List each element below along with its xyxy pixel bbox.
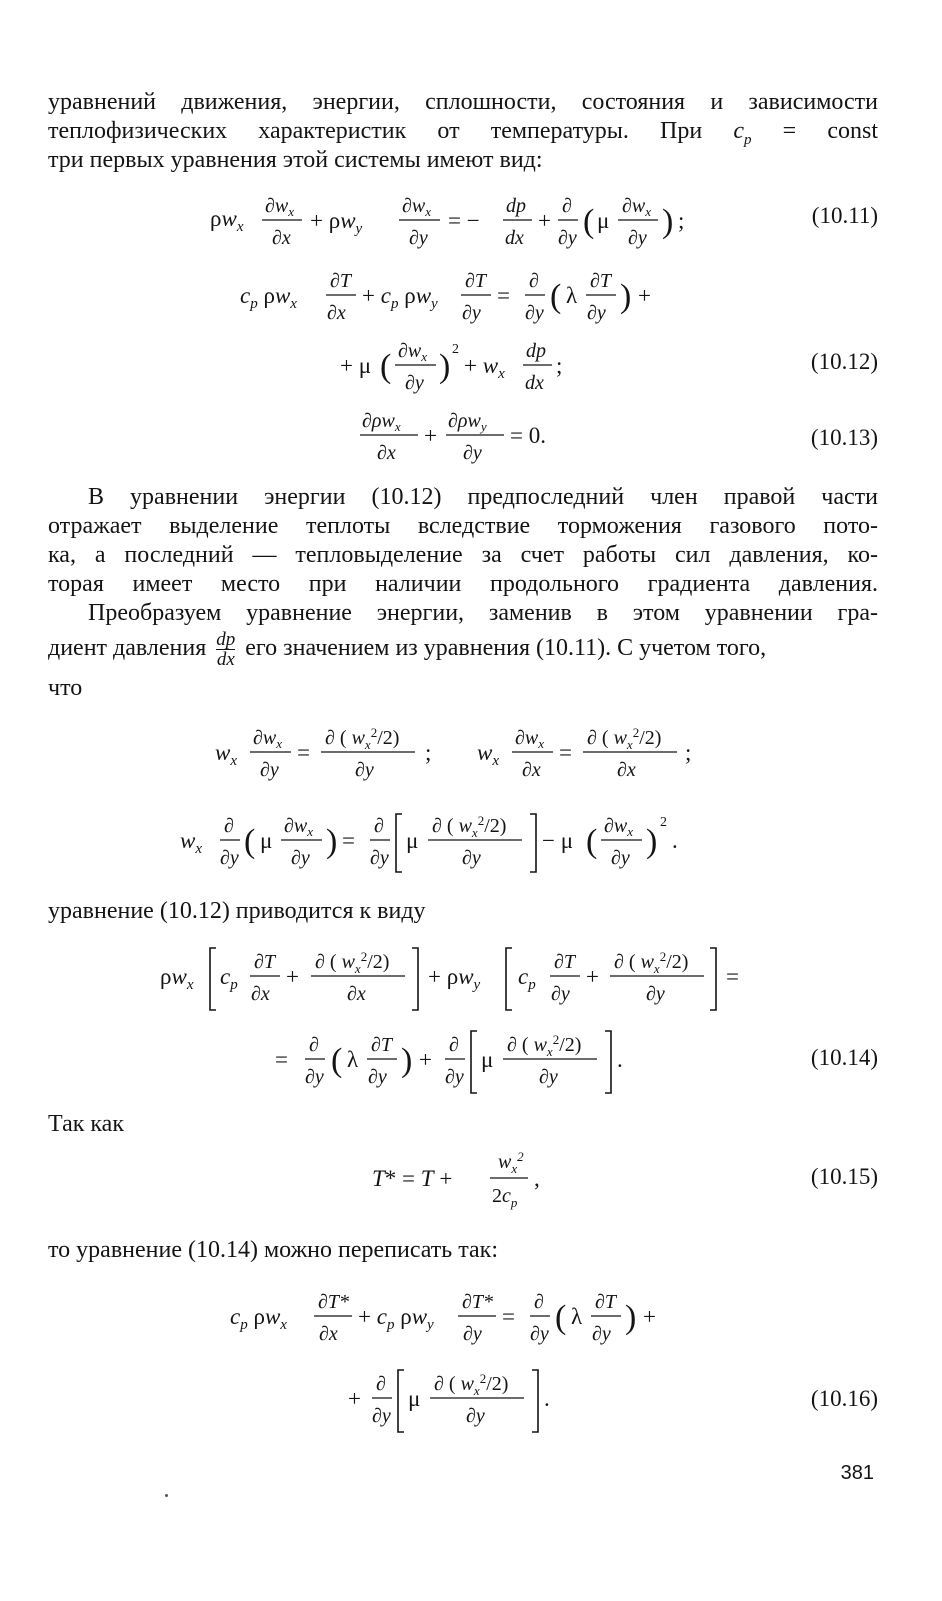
- svg-text:∂: ∂: [529, 270, 539, 292]
- svg-text:∂wx: $\partial w_x$: [402, 195, 432, 219]
- svg-text:μ: μ: [481, 1047, 494, 1072]
- svg-text:∂: ∂: [374, 815, 384, 837]
- paragraph-transform-line3: что: [48, 675, 83, 701]
- svg-text:2cp: $2c_p$: [492, 1185, 518, 1210]
- paragraph-intro-line1: уравнений движения, энергии, сплошности, состояния и зависимости: [48, 89, 878, 115]
- svg-text:∂: ∂: [309, 1034, 319, 1056]
- svg-text:wx: $w_x$: [477, 740, 500, 769]
- svg-text:T* = T +: T* = T +: [372, 1166, 453, 1191]
- svg-text:;: ;: [425, 740, 432, 765]
- svg-text:∂T: ∂T: [371, 1034, 393, 1056]
- equation-10-13: [360, 405, 580, 473]
- svg-text:∂y: ∂y: [587, 302, 606, 324]
- svg-text:∂y: ∂y: [355, 759, 374, 781]
- svg-text:cp: $c_p$: [518, 964, 536, 993]
- svg-text:∂y: ∂y: [463, 442, 482, 464]
- svg-text:(: (: [550, 278, 562, 315]
- equation-number-10-16: (10.16): [810, 1386, 878, 1411]
- svg-text:ρwx: $\rho w_x$: [210, 206, 244, 235]
- svg-text:∂y: ∂y: [220, 847, 239, 869]
- svg-text:∂ ( wx2/2): ∂ ( $w_x^2/2$): [507, 1032, 582, 1059]
- svg-text:∂y: ∂y: [370, 847, 389, 869]
- svg-text:=: =: [502, 1304, 515, 1329]
- svg-text:+: +: [348, 1386, 361, 1411]
- svg-text:∂: ∂: [449, 1034, 459, 1056]
- svg-text:dx: dx: [505, 227, 524, 249]
- svg-text:+ μ: + μ: [340, 353, 372, 378]
- svg-text:dp: dp: [526, 340, 546, 362]
- svg-text:∂T: ∂T: [254, 951, 276, 973]
- svg-text:λ: λ: [571, 1304, 583, 1329]
- svg-text:+: +: [286, 964, 299, 989]
- svg-text:∂ρwx: $\partial\rho w_x$: [362, 410, 401, 434]
- paragraph-energy-line2: отражает выделение теплоты вследствие торможения газового пото-: [48, 513, 878, 539]
- svg-text:∂y: ∂y: [628, 227, 647, 249]
- svg-text:+: +: [643, 1304, 656, 1329]
- equation-10-11: [210, 190, 710, 258]
- svg-text:.: .: [617, 1047, 623, 1072]
- svg-text:): ): [439, 348, 451, 385]
- svg-text:∂wx: $\partial w_x$: [265, 195, 295, 219]
- svg-text:=: =: [497, 283, 510, 308]
- equation-10-15: [372, 1148, 572, 1220]
- svg-text:=: =: [297, 740, 310, 765]
- equation-10-12-line1: [240, 265, 680, 333]
- identity-equations-line2: [180, 808, 740, 884]
- page-number: 381: [840, 1462, 874, 1484]
- svg-text:): ): [326, 823, 338, 860]
- svg-text:∂y: ∂y: [558, 227, 577, 249]
- svg-text:∂T: ∂T: [554, 951, 576, 973]
- svg-text:∂y: ∂y: [646, 983, 665, 1005]
- svg-text:∂x: ∂x: [347, 983, 366, 1005]
- svg-text:cp ρwx: $c_p$ $\rho w_x$: [230, 1304, 287, 1333]
- svg-text:∂y: ∂y: [405, 372, 424, 394]
- svg-text:∂wx: $\partial w_x$: [398, 340, 428, 364]
- svg-text:.: .: [544, 1386, 550, 1411]
- svg-text:wx2: $w_x^2$: [498, 1149, 524, 1176]
- svg-text:): ): [625, 1299, 637, 1336]
- svg-text:∂y: ∂y: [466, 1405, 485, 1427]
- svg-text:=: =: [726, 964, 739, 989]
- svg-text:=: =: [342, 828, 355, 853]
- svg-text:∂T: ∂T: [465, 270, 487, 292]
- svg-text:∂ ( wx2/2): ∂ ( $w_x^2/2$): [432, 813, 507, 840]
- svg-text:μ: μ: [408, 1386, 421, 1411]
- equation-number-10-11: (10.11): [811, 203, 878, 228]
- svg-text:∂y: ∂y: [530, 1323, 549, 1345]
- svg-text:∂y: ∂y: [305, 1066, 324, 1088]
- svg-text:dp: dp: [506, 195, 526, 217]
- svg-text:∂y: ∂y: [525, 302, 544, 324]
- svg-text:(: (: [331, 1042, 343, 1079]
- svg-text:+: +: [638, 283, 651, 308]
- svg-text:): ): [646, 823, 658, 860]
- svg-text:μ: μ: [597, 208, 610, 233]
- svg-text:∂y: ∂y: [539, 1066, 558, 1088]
- svg-text:+ cp ρwy: + $c_p$ $\rho w_y$: [362, 283, 438, 312]
- svg-text:μ: μ: [260, 828, 273, 853]
- equation-10-16-line1: [230, 1286, 690, 1354]
- svg-text:(: (: [555, 1299, 567, 1336]
- equation-number-10-15: (10.15): [810, 1164, 878, 1189]
- svg-text:2: 2: [660, 815, 667, 830]
- paragraph-energy-line3: ка, а последний — тепловыделение за счет работы сил давления, ко-: [48, 542, 878, 568]
- svg-text:∂wx: $\partial w_x$: [622, 195, 652, 219]
- svg-text:): ): [620, 278, 632, 315]
- svg-text:.: .: [672, 828, 678, 853]
- svg-text:,: ,: [534, 1166, 540, 1191]
- equation-number-10-12: (10.12): [810, 349, 878, 374]
- svg-text:(: (: [380, 348, 392, 385]
- paragraph-transform-line1: Преобразуем уравнение энергии, заменив в этом уравнении гра-: [88, 600, 878, 626]
- paragraph-transform-line2: диент давления $\frac{dp}{dx}$ его значением из уравнения (10.11). С учетом того,: [48, 629, 767, 670]
- svg-text:∂ ( wx2/2): ∂ ( $w_x^2/2$): [315, 949, 390, 976]
- svg-text:∂wx: $\partial w_x$: [284, 815, 314, 839]
- svg-text:− μ: − μ: [542, 828, 574, 853]
- paragraph-energy-line4: торая имеет место при наличии продольного градиента давления.: [48, 571, 878, 597]
- svg-text:∂y: ∂y: [462, 847, 481, 869]
- paragraph-intro-line3: три первых уравнения этой системы имеют вид:: [48, 147, 543, 173]
- svg-text:∂x: ∂x: [251, 983, 270, 1005]
- equation-10-14-line1: [160, 944, 780, 1020]
- svg-text:λ: λ: [347, 1047, 359, 1072]
- svg-text:=: =: [275, 1047, 288, 1072]
- svg-text:∂y: ∂y: [409, 227, 428, 249]
- svg-text:∂y: ∂y: [592, 1323, 611, 1345]
- svg-text:∂y: ∂y: [260, 759, 279, 781]
- svg-text:∂T: ∂T: [595, 1291, 617, 1313]
- paragraph-reduces-to: уравнение (10.12) приводится к виду: [48, 898, 426, 924]
- svg-text:∂x: ∂x: [617, 759, 636, 781]
- svg-text:∂y: ∂y: [372, 1405, 391, 1427]
- svg-text:dx: dx: [525, 372, 544, 394]
- svg-text:): ): [662, 203, 674, 240]
- svg-text:): ): [401, 1042, 413, 1079]
- svg-text:∂y: ∂y: [463, 1323, 482, 1345]
- svg-text:∂: ∂: [562, 195, 572, 217]
- svg-text:+ wx: + $w_x$: [464, 353, 505, 382]
- svg-text:wx: $w_x$: [180, 828, 203, 857]
- svg-text:cp: $c_p$: [220, 964, 238, 993]
- svg-text:∂y: ∂y: [445, 1066, 464, 1088]
- equation-10-12-line2: [340, 335, 600, 403]
- paragraph-energy-line1: В уравнении энергии (10.12) предпоследний член правой части: [88, 484, 878, 510]
- svg-text:∂: ∂: [224, 815, 234, 837]
- svg-text:∂x: ∂x: [522, 759, 541, 781]
- svg-text:∂: ∂: [376, 1373, 386, 1395]
- svg-text:μ: μ: [406, 828, 419, 853]
- svg-text:+ ρwy: + $\rho w_y$: [428, 964, 481, 993]
- svg-text:=: =: [559, 740, 572, 765]
- svg-text:+ ρwy: + $\rho w_y$: [310, 208, 363, 237]
- svg-text:∂y: ∂y: [291, 847, 310, 869]
- equation-number-10-14: (10.14): [810, 1045, 878, 1070]
- svg-text:∂x: ∂x: [319, 1323, 338, 1345]
- svg-text:∂y: ∂y: [462, 302, 481, 324]
- svg-text:(: (: [244, 823, 256, 860]
- svg-text:∂ ( wx2/2): ∂ ( $w_x^2/2$): [325, 725, 400, 752]
- equation-10-14-line2: [275, 1027, 655, 1103]
- svg-text:∂: ∂: [534, 1291, 544, 1313]
- svg-text:cp ρwx: $c_p$ $\rho w_x$: [240, 283, 297, 312]
- svg-text:= −: = −: [448, 208, 480, 233]
- svg-text:(: (: [586, 823, 598, 860]
- svg-text:= 0.: = 0.: [510, 423, 546, 448]
- svg-text:∂x: ∂x: [272, 227, 291, 249]
- paragraph-since: Так как: [48, 1111, 124, 1137]
- svg-text:∂T*: ∂T*: [318, 1291, 350, 1313]
- identity-equations-line1: [215, 722, 695, 790]
- svg-text:∂ ( wx2/2): ∂ ( $w_x^2/2$): [587, 725, 662, 752]
- paragraph-rewrite: то уравнение (10.14) можно переписать так:: [48, 1237, 498, 1263]
- svg-text:∂y: ∂y: [551, 983, 570, 1005]
- inline-fraction-dp-dx: $\frac{dp}{dx}$: [216, 629, 236, 670]
- svg-text:+ cp ρwy: + $c_p$ $\rho w_y$: [358, 1304, 434, 1333]
- svg-text:∂y: ∂y: [368, 1066, 387, 1088]
- svg-text:2: 2: [452, 342, 459, 357]
- paragraph-intro-line2: теплофизических характеристик от температуры. При $c_p$ = const: [48, 118, 878, 148]
- svg-text:∂y: ∂y: [611, 847, 630, 869]
- svg-text:ρwx: $\rho w_x$: [160, 964, 194, 993]
- svg-text:∂ρwy: $\partial\rho w_y$: [448, 410, 487, 434]
- svg-text:+: +: [586, 964, 599, 989]
- svg-text:;: ;: [678, 208, 685, 233]
- svg-text:wx: $w_x$: [215, 740, 238, 769]
- svg-text:;: ;: [556, 353, 563, 378]
- svg-text:∂wx: $\partial w_x$: [515, 727, 545, 751]
- svg-text:∂ ( wx2/2): ∂ ( $w_x^2/2$): [434, 1371, 509, 1398]
- svg-text:∂ ( wx2/2): ∂ ( $w_x^2/2$): [614, 949, 689, 976]
- svg-text:+: +: [419, 1047, 432, 1072]
- svg-text:+: +: [424, 423, 437, 448]
- svg-text:;: ;: [685, 740, 692, 765]
- svg-text:∂x: ∂x: [377, 442, 396, 464]
- print-speck: [165, 1494, 168, 1497]
- svg-text:+: +: [538, 208, 551, 233]
- svg-text:∂T: ∂T: [330, 270, 352, 292]
- svg-text:∂T*: ∂T*: [462, 1291, 494, 1313]
- svg-text:(: (: [583, 203, 595, 240]
- svg-text:λ: λ: [566, 283, 578, 308]
- svg-text:∂wx: $\partial w_x$: [253, 727, 283, 751]
- svg-text:∂T: ∂T: [590, 270, 612, 292]
- svg-text:∂wx: $\partial w_x$: [604, 815, 634, 839]
- svg-text:∂x: ∂x: [327, 302, 346, 324]
- equation-10-16-line2: [348, 1366, 598, 1442]
- equation-number-10-13: (10.13): [810, 425, 878, 450]
